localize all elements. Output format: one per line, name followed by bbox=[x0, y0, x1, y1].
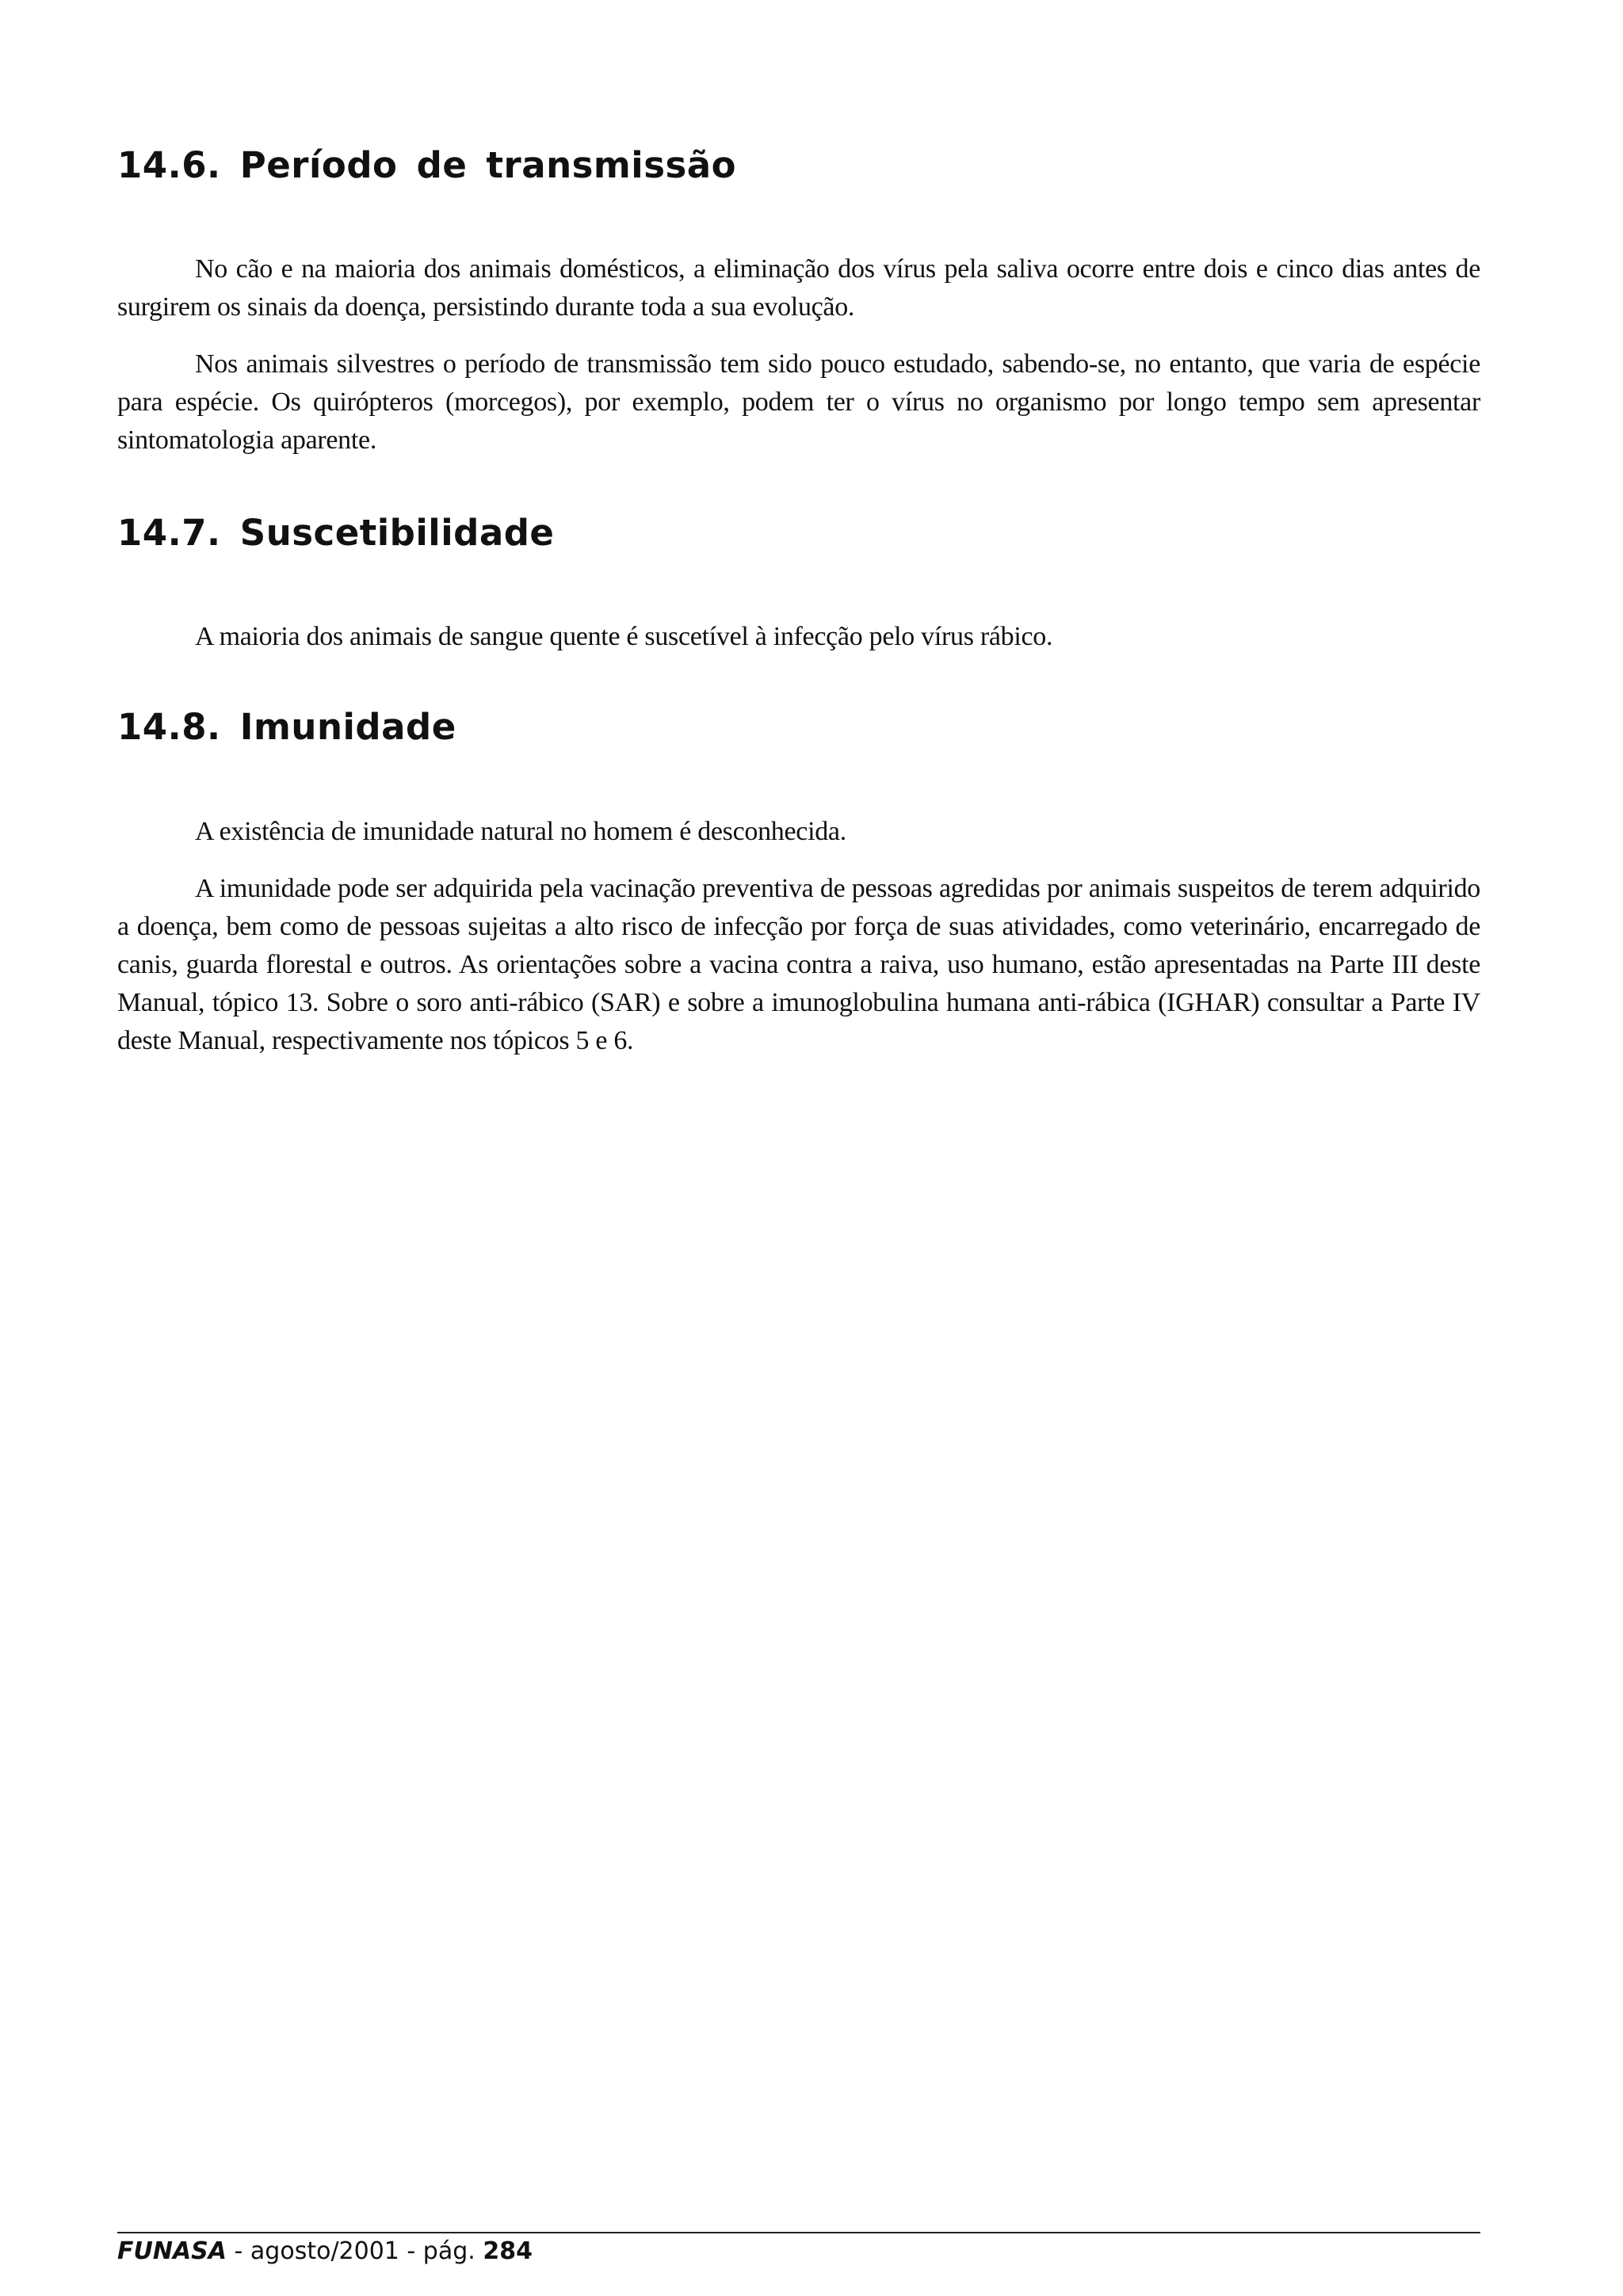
paragraph: A maioria dos animais de sangue quente é suscetível à infecção pelo vírus rábico. bbox=[195, 622, 1053, 651]
page-footer bbox=[117, 2237, 533, 2265]
footer-brand: FUNASA bbox=[117, 2237, 227, 2265]
footer-divider bbox=[117, 2232, 1480, 2233]
paragraph: No cão e na maioria dos animais domésticos, a eliminação dos vírus pela saliva ocorre entre dois e cinco dias antes de surgirem os sinais da doença, persistindo durante toda a sua evolução. bbox=[117, 254, 1480, 322]
section-heading-14-6: 14.6. Período de transmissão bbox=[117, 144, 737, 186]
document-page bbox=[117, 0, 1480, 2296]
paragraph: A existência de imunidade natural no homem é desconhecida. bbox=[195, 817, 846, 846]
paragraph: Nos animais silvestres o período de transmissão tem sido pouco estudado, sabendo-se, no entanto, que varia de espécie para espécie. Os quirópteros (morcegos), por exemplo, podem ter o vírus no organismo por longo tempo sem apresentar sintomatologia aparente. bbox=[117, 349, 1480, 455]
footer-page-number: 284 bbox=[483, 2237, 533, 2265]
section-heading-14-8: 14.8. Imunidade bbox=[117, 706, 456, 748]
section-heading-14-7: 14.7. Suscetibilidade bbox=[117, 512, 555, 554]
footer-date: - agosto/2001 - pág. bbox=[227, 2237, 483, 2265]
paragraph: A imunidade pode ser adquirida pela vacinação preventiva de pessoas agredidas por animais suspeitos de terem adquirido a doença, bem como de pessoas sujeitas a alto risco de infecção por força de suas atividades, como veterinário, encarregado de canis, guarda florestal e outros. As orientações sobre a vacina contra a raiva, uso humano, estão apresentadas na Parte III deste Manual, tópico 13. Sobre o soro anti-rábico (SAR) e sobre a imunoglobulina humana anti-rábica (IGHAR) consultar a Parte IV deste Manual, respectivamente nos tópicos 5 e 6. bbox=[117, 874, 1480, 1055]
